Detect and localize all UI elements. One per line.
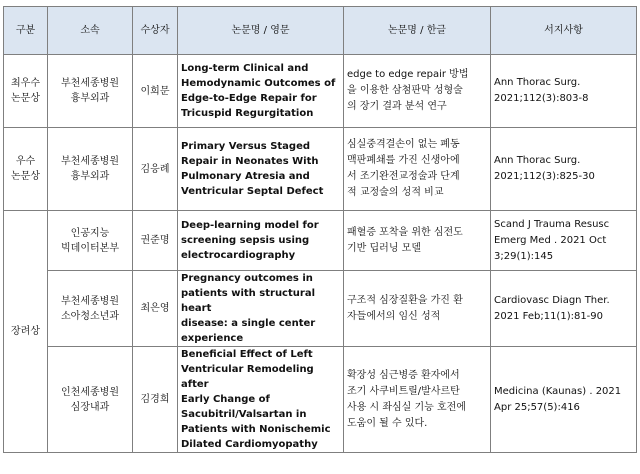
header-row [4,7,637,55]
category-cell: 장려상 [4,211,48,453]
title-en-cell: Beneficial Effect of Left Ventricular Remodeling after Early Change of Sacubitril/Valsartan in Patients with Nonischemic Dilated Cardiomyopathy [178,347,344,453]
publication-cell: Ann Thorac Surg. 2021;112(3):825-30 [491,128,637,211]
table-row [4,55,637,128]
title-kr-cell: 확장성 심근병증 환자에서 조기 사쿠비트릴/발사르탄 사용 시 좌심실 기능 호전에 도움이 될 수 있다. [344,347,491,453]
award-table-container [3,6,636,453]
title-kr-cell: 심실중격결손이 없는 폐동 맥판폐쇄를 가진 신생아에 서 조기완전교정술과 단계 적 교정술의 성적 비교 [344,128,491,211]
affiliation-cell: 부천세종병원 소아청소년과 [48,271,133,347]
awardee-cell: 김응례 [133,128,178,211]
title-en-cell: Long-term Clinical and Hemodynamic Outcomes of Edge-to-Edge Repair for Tricuspid Regurgitation [178,55,344,128]
awardee-cell: 김경희 [133,347,178,453]
award-table [3,6,637,453]
header-publication: 서지사항 [491,7,637,55]
publication-cell: Ann Thorac Surg. 2021;112(3):803-8 [491,55,637,128]
header-title-en: 논문명 / 영문 [178,7,344,55]
header-affiliation: 소속 [48,7,133,55]
publication-cell: Scand J Trauma Resusc Emerg Med . 2021 Oct 3;29(1):145 [491,211,637,271]
table-row [4,347,637,453]
header-category: 구분 [4,7,48,55]
title-en-cell: Deep-learning model for screening sepsis using electrocardiography [178,211,344,271]
title-en-cell: Pregnancy outcomes in patients with structural heart disease: a single center experience [178,271,344,347]
affiliation-cell: 인천세종병원 심장내과 [48,347,133,453]
awardee-cell: 권준명 [133,211,178,271]
publication-cell: Cardiovasc Diagn Ther. 2021 Feb;11(1):81-90 [491,271,637,347]
awardee-cell: 최은영 [133,271,178,347]
category-cell: 우수 논문상 [4,128,48,211]
title-en-cell: Primary Versus Staged Repair in Neonates With Pulmonary Atresia and Ventricular Septal Defect [178,128,344,211]
title-kr-cell: 구조적 심장질환을 가진 환 자들에서의 임신 성적 [344,271,491,347]
affiliation-cell: 인공지능 빅데이터본부 [48,211,133,271]
awardee-cell: 이희문 [133,55,178,128]
affiliation-cell: 부천세종병원 흉부외과 [48,128,133,211]
table-row [4,211,637,271]
category-cell: 최우수 논문상 [4,55,48,128]
table-row [4,128,637,211]
table-row [4,271,637,347]
header-awardee: 수상자 [133,7,178,55]
title-kr-cell: 패혈증 포착을 위한 심전도 기반 딥러닝 모델 [344,211,491,271]
header-title-kr: 논문명 / 한글 [344,7,491,55]
publication-cell: Medicina (Kaunas) . 2021 Apr 25;57(5):416 [491,347,637,453]
affiliation-cell: 부천세종병원 흉부외과 [48,55,133,128]
title-kr-cell: edge to edge repair 방법 을 이용한 삼첨판막 성형술 의 장기 결과 분석 연구 [344,55,491,128]
